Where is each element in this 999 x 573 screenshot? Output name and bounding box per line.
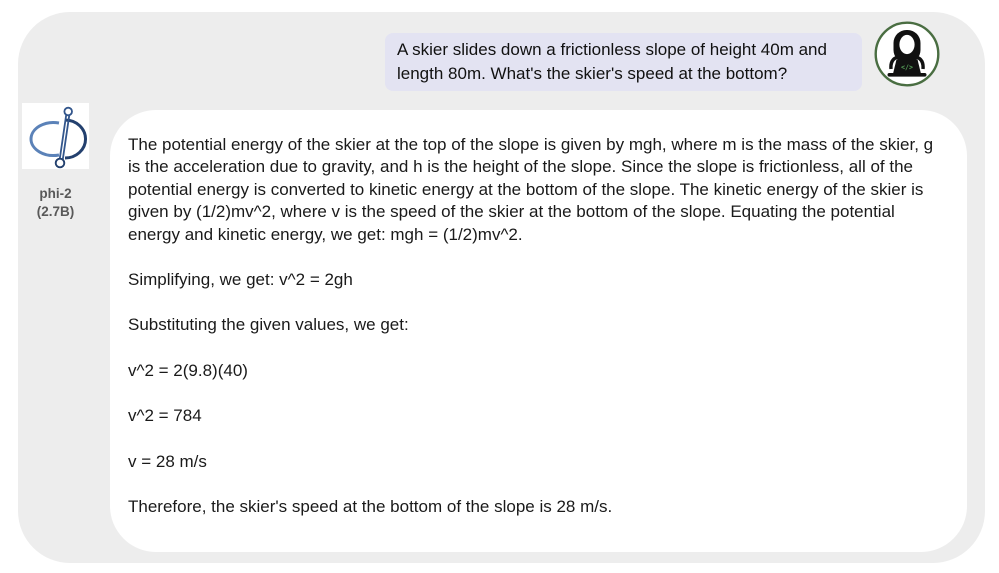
assistant-paragraph: Simplifying, we get: v^2 = 2gh	[128, 270, 353, 290]
code-glyph: </>	[901, 63, 913, 72]
assistant-paragraph: Substituting the given values, we get:	[128, 315, 409, 335]
user-message-text: A skier slides down a frictionless slope of height 40m and length 80m. What's the skier's speed at the bottom?	[397, 40, 827, 83]
model-name-label: phi-2	[39, 186, 72, 201]
assistant-paragraph: v^2 = 2(9.8)(40)	[128, 360, 248, 380]
assistant-paragraph: v^2 = 784	[128, 406, 202, 426]
phi-symbol-icon	[22, 103, 89, 169]
assistant-message-bubble	[110, 110, 967, 552]
assistant-paragraph: Therefore, the skier's speed at the bottom of the slope is 28 m/s.	[128, 497, 613, 517]
user-avatar	[874, 21, 940, 87]
model-params-label: (2.7B)	[36, 204, 75, 219]
assistant-paragraph: The potential energy of the skier at the top of the slope is given by mgh, where m is the mass of the skier, g is the acceleration due to gravity, and h is the height of the slope. Since the slope is frictionless, all of the potential energy is converted to kinetic energy at the bottom of the slope. The kinetic energy of the skier is given by (1/2)mv^2, where v is the speed of the skier at the bottom of the slope. Equating the potential energy and kinetic energy, we get: mgh = (1/2)mv^2.	[128, 135, 934, 244]
person-with-laptop-icon	[874, 21, 940, 87]
user-message-bubble	[385, 33, 862, 91]
model-logo	[22, 103, 89, 169]
assistant-paragraph: v = 28 m/s	[128, 451, 207, 471]
